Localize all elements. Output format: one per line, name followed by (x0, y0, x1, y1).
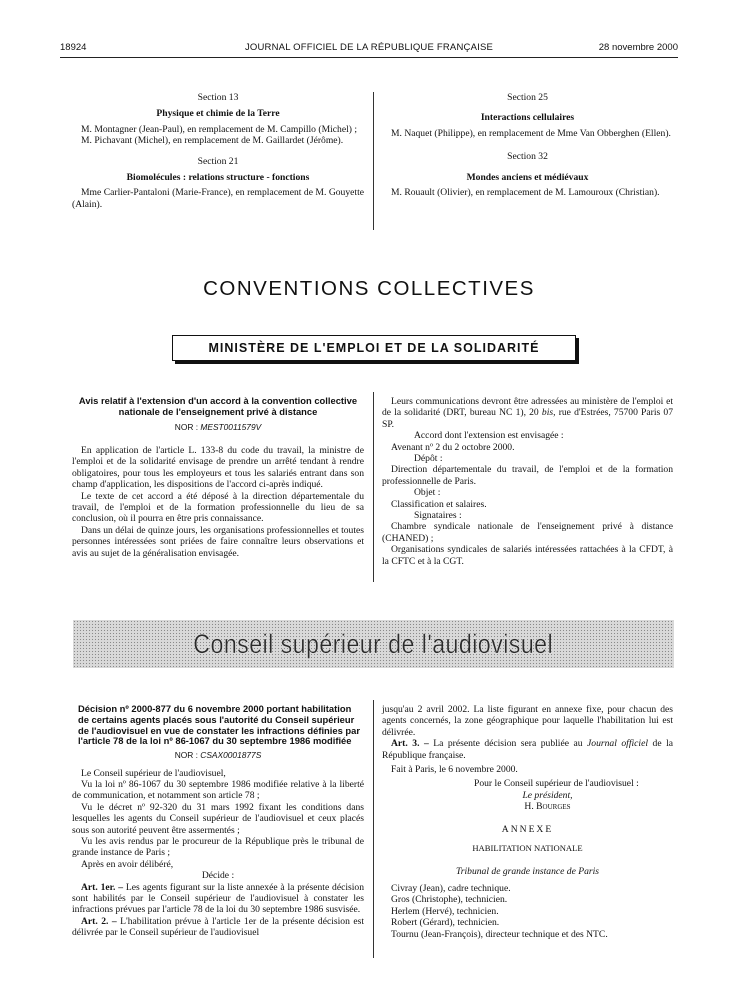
page-number: 18924 (60, 42, 87, 53)
vu-clause: Vu les avis rendus par le procureur de la République près le tribunal de grande instance de Paris ; (72, 836, 364, 859)
section-heading: Section 21 (197, 155, 239, 167)
appointment-entry: M. Naquet (Philippe), en remplacement de Mme Van Obberghen (Ellen). (391, 127, 671, 139)
president-name: H. Bourges (524, 801, 571, 813)
article-3 (382, 738, 673, 761)
column-divider (373, 392, 374, 582)
signataire-entry: Organisations syndicales de salariés intéressées rattachées à la CFDT, à la CFTC et à la CGT. (382, 544, 673, 567)
accord-value: Avenant nº 2 du 2 octobre 2000. (391, 441, 515, 453)
nor-code: MEST0011579V (200, 421, 262, 432)
page-header (60, 42, 678, 56)
section-subject: Mondes anciens et médiévaux (466, 171, 589, 183)
article-1 (72, 882, 364, 916)
section-subject: Interactions cellulaires (480, 112, 575, 124)
avis-left-column (72, 396, 364, 559)
president-title-text: Le président, (522, 789, 573, 801)
accord-label: Accord dont l'extension est envisagée : (414, 430, 564, 442)
agent-entry: Herlem (Hervé), technicien. (391, 905, 499, 917)
agent-entry: Robert (Gérard), technicien. (391, 917, 500, 929)
section-heading: Section 32 (507, 151, 548, 163)
decide-line: Décide : (201, 870, 235, 882)
annexe-heading: ANNEXE (501, 823, 554, 835)
section-subject: Physique et chimie de la Terre (156, 108, 280, 120)
decision-nor (72, 750, 364, 761)
agent-entry: Civray (Jean), cadre technique. (391, 882, 511, 894)
nor-code: CSAX0001877S (200, 750, 262, 761)
avis-communications (382, 396, 673, 430)
journal-title: JOURNAL OFFICIEL DE LA RÉPUBLIQUE FRANÇAISE (244, 42, 494, 53)
ministry-name: MINISTÈRE DE L'EMPLOI ET DE LA SOLIDARITÉ (208, 341, 540, 355)
ministry-heading (172, 335, 576, 361)
decision-right-column (382, 704, 673, 940)
article-2-text: L'habilitation prévue à l'article 1er de la présente décision est délivrée par le Conseil supérieur de l'audiovisuel (72, 915, 364, 939)
agent-entry: Tournu (Jean-François), directeur technique et des NTC. (391, 928, 608, 940)
appointment-entry: M. Montagner (Jean-Paul), en remplacement de M. Campillo (Michel) ; (81, 123, 358, 135)
article-1-label: Art. 1er. – (81, 881, 124, 893)
top-left-column (72, 92, 364, 210)
habilitation-heading: HABILITATION NATIONALE (472, 843, 583, 854)
objet-value: Classification et salaires. (391, 498, 487, 510)
appointment-entry: M. Pichavant (Michel), en remplacement de M. Gaillardet (Jérôme). (81, 135, 344, 147)
avis-paragraph: Dans un délai de quinze jours, les organisations professionnelles et toutes personnes intéressées sont priées de faire connaître leurs observations et avis au sujet de la généralisation envisagée. (72, 524, 364, 559)
decision-title: Décision nº 2000-877 du 6 novembre 2000 portant habilitation de certains agents placés sous l'autorité du Conseil supérieur de l'audiovisuel en vue de constater les infractions définies par l'article 78 de la loi nº 86-1067 du 30 septembre 1986 modifiée (78, 703, 361, 747)
communications-text: Leurs communications devront être adressées au ministère de l'emploi et de la solidarité (DRT, bureau NC 1), 20 (382, 396, 673, 419)
delibere-line: Après en avoir délibéré, (81, 858, 174, 870)
conventions-title: CONVENTIONS COLLECTIVES (203, 277, 535, 300)
agent-entry: Gros (Christophe), technicien. (391, 894, 508, 906)
depot-value: Direction départementale du travail, de l'emploi et de la formation professionnelle de Paris. (382, 464, 673, 487)
article-2-continued: jusqu'au 2 avril 2002. La liste figurant en annexe fixe, pour chacun des agents concernés, la zone géographique pour laquelle l'habilitation lui est délivrée. (382, 704, 673, 738)
article-3-journal: Journal officiel (587, 738, 649, 750)
article-2-label: Art. 2. – (81, 915, 117, 927)
vu-clause: Vu le décret nº 92-320 du 31 mars 1992 fixant les conditions dans lesquelles les agents du Conseil supérieur de l'audiovisuel et ceux placés sous son autorité peuvent être assermentés ; (72, 801, 364, 836)
column-divider (373, 92, 374, 230)
article-2 (72, 916, 364, 939)
article-1-text: Les agents figurant sur la liste annexée à la présente décision sont habilités par le Conseil supérieur de l'audiovisuel à constater les infractions prévues par l'article 78 de la loi du 30 septembre 1986 susvisée. (72, 881, 364, 916)
article-3-text-b: de la République française. (382, 738, 673, 761)
article-3-text-a: La présente décision sera publiée au (433, 738, 583, 750)
issue-date: 28 novembre 2000 (598, 42, 678, 53)
avis-paragraph: Le texte de cet accord a été déposé à la direction départementale du travail, de l'emploi et de la formation professionnelle du lieu de sa conclusion, où il pourra en être pris connaissance. (72, 490, 364, 525)
csa-banner-title: Conseil supérieur de l'audiovisuel (193, 628, 554, 659)
column-divider (373, 700, 374, 958)
header-rule (60, 57, 678, 58)
objet-label: Objet : (414, 487, 441, 499)
section-subject: Biomolécules : relations structure - fonctions (126, 172, 310, 184)
avis-paragraph: En application de l'article L. 133-8 du code du travail, la ministre de l'emploi et de la solidarité envisage de prendre un arrêté tendant à rendre obligatoires, pour tous les employeurs et tous les salariés entrant dans son champ d'application, les dispositions de l'accord ci-après indiqué. (72, 445, 364, 491)
communications-end: rue d'Estrées, 75700 Paris 07 SP. (382, 407, 673, 430)
vu-clause: Vu la loi nº 86-1067 du 30 septembre 1986 modifiée relative à la liberté de communication, et notamment son article 78 ; (72, 779, 364, 802)
signataires-label: Signataires : (414, 510, 462, 522)
decision-left-column (72, 704, 364, 939)
csa-banner (73, 620, 674, 668)
decision-intro: Le Conseil supérieur de l'audiovisuel, (81, 767, 226, 779)
avis-title: Avis relatif à l'extension d'un accord à la convention collective nationale de l'enseignement privé à distance (78, 395, 358, 417)
appointment-entry: M. Rouault (Olivier), en remplacement de M. Lamouroux (Christian). (391, 187, 660, 199)
top-right-column (382, 92, 673, 198)
communications-bis: bis, (541, 407, 556, 419)
tribunal-heading (382, 866, 673, 877)
article-3-label: Art. 3. – (391, 738, 429, 750)
signature-pour: Pour le Conseil supérieur de l'audiovisuel : (474, 778, 639, 790)
president-title (382, 790, 673, 801)
tribunal-text: Tribunal de grande instance de Paris (455, 866, 600, 878)
avis-nor (72, 422, 364, 433)
signataire-entry: Chambre syndicale nationale de l'enseignement privé à distance (CHANED) ; (382, 521, 673, 544)
nor-label: NOR : (174, 421, 199, 432)
section-heading: Section 25 (507, 92, 548, 103)
depot-label: Dépôt : (414, 453, 443, 465)
appointment-entry: Mme Carlier-Pantaloni (Marie-France), en remplacement de M. Gouyette (Alain). (72, 187, 364, 210)
nor-label: NOR : (174, 750, 198, 761)
fait-line: Fait à Paris, le 6 novembre 2000. (391, 764, 518, 776)
avis-right-column (382, 396, 673, 567)
section-heading: Section 13 (197, 92, 239, 103)
